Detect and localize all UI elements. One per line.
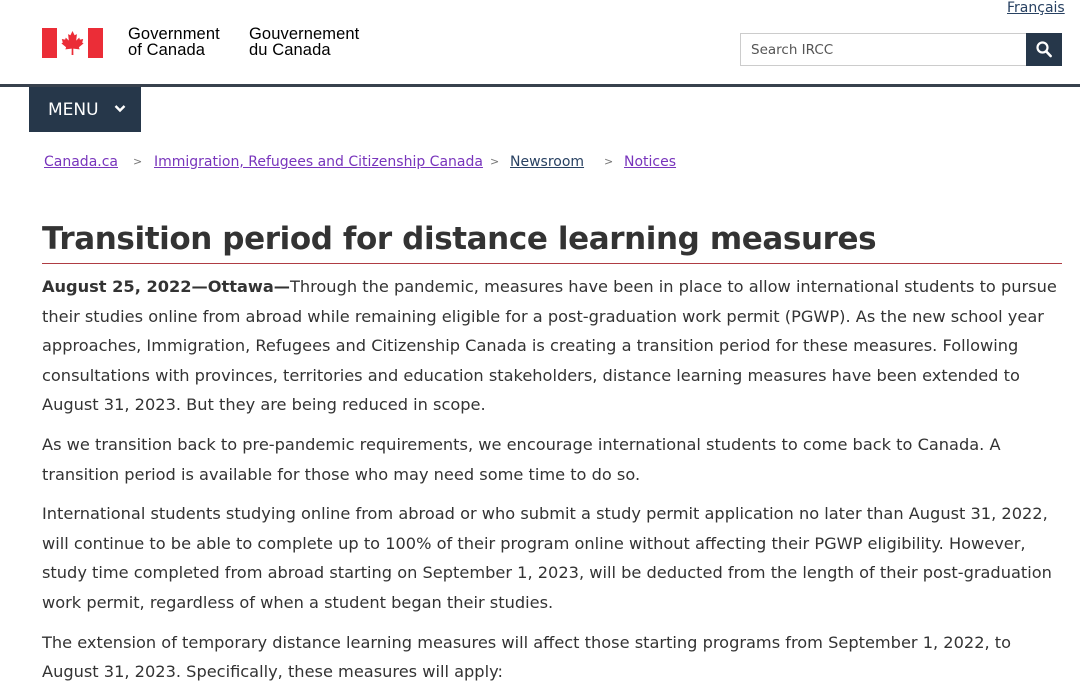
search-button[interactable]: [1026, 33, 1062, 66]
breadcrumb-notices[interactable]: Notices: [624, 154, 677, 170]
signature-en-line2: of Canada: [128, 41, 206, 59]
paragraph: [42, 272, 1067, 420]
search-input[interactable]: [740, 33, 1027, 66]
menu-button[interactable]: [29, 87, 141, 132]
breadcrumb-separator: >: [133, 155, 143, 168]
language-toggle-link[interactable]: Français: [1007, 0, 1065, 16]
title-underline: [42, 263, 1062, 264]
search-icon: [1036, 41, 1052, 58]
chevron-down-icon: [114, 104, 126, 114]
breadcrumb-canada-ca[interactable]: Canada.ca: [44, 154, 118, 170]
signature-french: [249, 26, 359, 58]
dateline: August 25, 2022—Ottawa—: [42, 277, 290, 296]
breadcrumb-separator: >: [604, 155, 614, 168]
header-divider: [0, 84, 1080, 87]
signature-fr-line2: du Canada: [249, 41, 331, 59]
signature-english: [128, 26, 220, 58]
paragraph: International students studying online from abroad or who submit a study permit application no later than August 31, 2022, will continue to be able to complete up to 100% of their program online without affecting their PGWP eligibility. However, study time completed from abroad starting on September 1, 2023, will be deducted from the length of their post-graduation work permit, regardless of when a student began their studies.: [42, 504, 1052, 612]
breadcrumb-ircc[interactable]: Immigration, Refugees and Citizenship Canada: [154, 154, 483, 170]
paragraph-text: Through the pandemic, measures have been in place to allow international students to pursue their studies online from abroad while remaining eligible for a post-graduation work permit (PGWP). As the new school year approaches, Immigration, Refugees and Citizenship Canada is creating a transition period for these measures. Following consultations with provinces, territories and education stakeholders, distance learning measures have been extended to August 31, 2023. But they are being reduced in scope.: [42, 277, 1057, 415]
article-body: [42, 272, 1067, 697]
paragraph: As we transition back to pre-pandemic requirements, we encourage international students to come back to Canada. A transition period is available for those who may need some time to do so.: [42, 434, 1001, 484]
menu-label: MENU: [48, 99, 99, 120]
signature-en-line1: Government: [128, 25, 220, 43]
paragraph: The extension of temporary distance learning measures will affect those starting programs from September 1, 2022, to August 31, 2023. Specifically, these measures will apply:: [42, 632, 1012, 682]
breadcrumb-newsroom[interactable]: Newsroom: [510, 154, 585, 170]
signature-fr-line1: Gouvernement: [249, 25, 360, 43]
page-title: Transition period for distance learning measures: [42, 221, 877, 257]
breadcrumb-separator: >: [490, 155, 500, 168]
canada-flag-icon: [42, 28, 103, 58]
government-of-canada-signature[interactable]: [42, 26, 382, 66]
search-form: [740, 33, 1062, 66]
